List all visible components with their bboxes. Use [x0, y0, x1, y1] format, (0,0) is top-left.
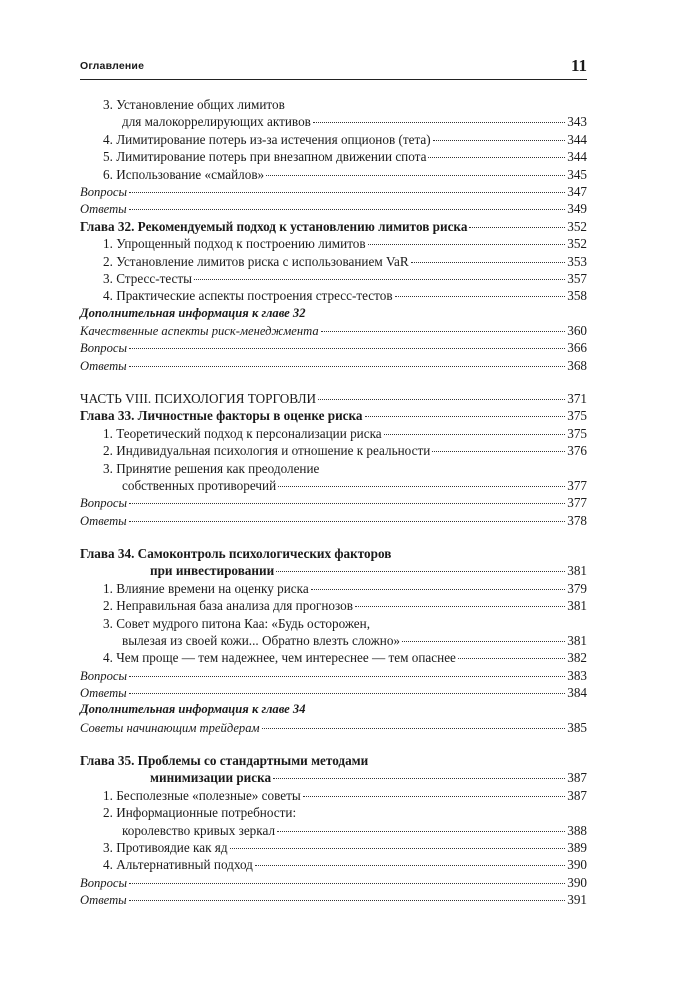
toc-entry-title: 1. Влияние времени на оценку риска: [103, 580, 309, 596]
toc-entry-page: 377: [567, 495, 587, 511]
toc-entry-page: 377: [567, 478, 587, 493]
dot-leader: [129, 676, 565, 677]
toc-entry: [80, 839, 587, 856]
toc-entry-page: 344: [567, 149, 587, 165]
dot-leader: [402, 641, 565, 642]
toc-entry-title: Качественные аспекты риск-менеджмента: [80, 324, 319, 339]
toc-entry: [80, 322, 587, 339]
toc-entry: [80, 719, 587, 736]
toc-entry-title: Ответы: [80, 358, 127, 373]
toc-entry-title: Вопросы: [80, 496, 127, 511]
toc-entry: [80, 131, 587, 148]
toc-entry: [80, 667, 587, 684]
toc-entry-page: 352: [567, 236, 587, 252]
toc-entry-page: 368: [567, 357, 587, 373]
toc-entry-page: 388: [567, 822, 587, 838]
toc-entry-page: 381: [567, 563, 587, 579]
toc-entry: [80, 113, 587, 130]
toc-entry-page: 360: [567, 323, 587, 339]
toc-entry: [80, 287, 587, 304]
toc-entry: [80, 752, 587, 769]
toc-entry-title: 4. Чем проще — тем надежнее, чем интереснее — тем опаснее: [103, 650, 456, 666]
toc-entry-title: 1. Бесполезные «полезные» советы: [103, 787, 301, 803]
toc-entry: [80, 787, 587, 804]
toc-entry: [80, 425, 587, 442]
toc-entry-title: Вопросы: [80, 341, 127, 356]
dot-leader: [129, 366, 566, 367]
dot-leader: [262, 728, 566, 729]
toc-entry-page: 347: [567, 183, 587, 199]
dot-leader: [313, 122, 565, 123]
dot-leader: [129, 209, 566, 210]
toc-entry-page: 385: [567, 719, 587, 735]
toc-entry-title: 4. Практические аспекты построения стресс-тестов: [103, 288, 393, 304]
running-header-title: Оглавление: [80, 60, 145, 72]
toc-entry-page: 390: [567, 857, 587, 873]
dot-leader: [129, 693, 566, 694]
toc-entry-page: 345: [567, 166, 587, 182]
dot-leader: [311, 589, 566, 590]
toc-entry-page: 379: [567, 580, 587, 596]
dot-leader: [277, 831, 565, 832]
toc-entry-title: 4. Альтернативный подход: [103, 857, 253, 873]
toc-entry: [80, 891, 587, 908]
toc-entry: [80, 684, 587, 701]
dot-leader: [276, 571, 565, 572]
toc-entry-title: 3. Принятие решения как преодоление: [103, 460, 320, 476]
toc-entry-page: 343: [567, 114, 587, 130]
dot-leader: [411, 262, 566, 263]
dot-leader: [395, 296, 566, 297]
dot-leader: [355, 606, 565, 607]
toc-entry: [80, 512, 587, 529]
toc-entry: [80, 615, 587, 632]
toc-entry: [80, 460, 587, 477]
toc-entry-title: 1. Упрощенный подход к построению лимитов: [103, 236, 366, 252]
toc-entry-title: 3. Стресс-тесты: [103, 270, 193, 286]
toc-entry: [80, 166, 587, 183]
header-rule: [80, 79, 587, 80]
toc-entry-title: Глава 34. Самоконтроль психологических факторов: [80, 545, 392, 561]
toc-entry-title: Ответы: [80, 686, 127, 701]
toc-entry: [80, 856, 587, 873]
toc-entry: [80, 218, 587, 235]
page-number: 11: [570, 56, 587, 75]
toc-entry-page: 375: [567, 425, 587, 441]
dot-leader: [384, 434, 566, 435]
toc-entry-title: 2. Неправильная база анализа для прогнозов: [103, 598, 353, 614]
toc-entry-title: Дополнительная информация к главе 32: [80, 305, 306, 320]
dot-leader: [469, 227, 565, 228]
toc-entry-title: ЧАСТЬ VIII. ПСИХОЛОГИЯ ТОРГОВЛИ: [80, 391, 317, 407]
dot-leader: [365, 416, 566, 417]
dot-leader: [458, 658, 565, 659]
toc-entry-title: Глава 35. Проблемы со стандартными методами: [80, 753, 369, 769]
toc-entry-title: Советы начинающим трейдерам: [80, 720, 260, 735]
toc-entry: [80, 649, 587, 666]
toc-entry-title: для малокоррелирующих активов: [122, 114, 311, 130]
toc-entry-page: 349: [567, 201, 587, 217]
toc-entry-title: вылезая из своей кожи... Обратно влезть сложно»: [122, 632, 401, 648]
toc-entry-title: Ответы: [80, 893, 127, 908]
dot-leader: [129, 348, 565, 349]
toc-entry-page: 387: [567, 787, 587, 803]
toc-entry: [80, 769, 587, 786]
toc-entry: [80, 357, 587, 374]
toc-entry: [80, 477, 587, 494]
dot-leader: [278, 486, 565, 487]
toc-entry-page: 378: [567, 512, 587, 528]
toc-entry-page: 384: [567, 685, 587, 701]
toc-entry-page: 357: [567, 270, 587, 286]
toc-entry-title: 2. Информационные потребности:: [103, 805, 297, 821]
dot-leader: [433, 140, 566, 141]
toc-entry-title: 6. Использование «смайлов»: [103, 166, 265, 182]
dot-leader: [230, 848, 566, 849]
toc-entry-title: Вопросы: [80, 184, 127, 199]
dot-leader: [194, 279, 565, 280]
toc-entry-page: 352: [567, 218, 587, 234]
toc-entry: [80, 597, 587, 614]
toc-entry-title: собственных противоречий: [122, 478, 277, 493]
dot-leader: [273, 778, 565, 779]
toc-entry-title: королевство кривых зеркал: [122, 822, 276, 838]
dot-leader: [303, 796, 565, 797]
toc-entry-page: 389: [567, 840, 587, 856]
toc-entry-page: 381: [567, 632, 587, 648]
toc-entry-page: 371: [567, 391, 587, 407]
toc-entry: [80, 804, 587, 821]
toc-entry-page: 390: [567, 874, 587, 890]
toc-entry: [80, 562, 587, 579]
toc-entry-title: Глава 33. Личностные факторы в оценке риска: [80, 408, 363, 424]
toc-entry: [80, 545, 587, 562]
toc-entry: [80, 701, 587, 718]
toc-entry: [80, 96, 587, 113]
dot-leader: [255, 865, 565, 866]
dot-leader: [129, 503, 565, 504]
toc-entry-page: 381: [567, 598, 587, 614]
dot-leader: [368, 244, 566, 245]
toc-entry-title: Вопросы: [80, 668, 127, 683]
toc-entry: [80, 270, 587, 287]
toc-entry-title: при инвестировании: [150, 563, 275, 579]
toc-entry-title: 4. Лимитирование потерь из-за истечения опционов (тета): [103, 131, 431, 147]
toc-entry-title: минимизации риска: [150, 770, 272, 786]
toc-entry: [80, 339, 587, 356]
toc-entry: [80, 235, 587, 252]
toc-entry: [80, 200, 587, 217]
toc-entry-title: 5. Лимитирование потерь при внезапном движении спота: [103, 149, 427, 165]
toc-entry-title: Дополнительная информация к главе 34: [80, 702, 306, 717]
toc-entry: [80, 632, 587, 649]
toc-entry: [80, 494, 587, 511]
toc-entry-page: 387: [567, 770, 587, 786]
toc-entry-title: 3. Установление общих лимитов: [103, 97, 285, 112]
table-of-contents: [80, 96, 587, 909]
toc-entry-title: 3. Противоядие как яд: [103, 840, 228, 856]
toc-entry-title: Ответы: [80, 202, 127, 217]
toc-entry: [80, 305, 587, 322]
dot-leader: [321, 331, 566, 332]
toc-entry: [80, 390, 587, 407]
toc-entry-title: Ответы: [80, 513, 127, 528]
dot-leader: [129, 883, 565, 884]
toc-entry: [80, 407, 587, 424]
toc-entry-page: 358: [567, 288, 587, 304]
toc-entry-title: 3. Совет мудрого питона Каа: «Будь осторожен,: [103, 615, 370, 631]
toc-entry-page: 353: [567, 253, 587, 269]
toc-entry: [80, 253, 587, 270]
toc-entry-page: 376: [567, 443, 587, 459]
dot-leader: [432, 451, 565, 452]
toc-entry-page: 375: [567, 408, 587, 424]
toc-entry: [80, 148, 587, 165]
dot-leader: [129, 521, 566, 522]
toc-entry-page: 344: [567, 131, 587, 147]
running-header: [80, 56, 587, 78]
toc-entry: [80, 874, 587, 891]
dot-leader: [129, 900, 566, 901]
dot-leader: [428, 157, 565, 158]
toc-entry: [80, 580, 587, 597]
toc-entry-page: 383: [567, 667, 587, 683]
dot-leader: [266, 175, 565, 176]
dot-leader: [318, 399, 565, 400]
toc-entry: [80, 822, 587, 839]
toc-entry-title: Глава 32. Рекомендуемый подход к установлению лимитов риска: [80, 218, 468, 234]
toc-entry-title: 2. Индивидуальная психология и отношение к реальности: [103, 443, 431, 459]
toc-entry-page: 366: [567, 340, 587, 356]
toc-entry-page: 382: [567, 650, 587, 666]
toc-entry-title: 1. Теоретический подход к персонализации риска: [103, 425, 382, 441]
toc-entry-title: 2. Установление лимитов риска с использованием VaR: [103, 253, 409, 269]
toc-entry-page: 391: [567, 892, 587, 908]
toc-entry-title: Вопросы: [80, 875, 127, 890]
toc-entry: [80, 442, 587, 459]
dot-leader: [129, 192, 565, 193]
toc-entry: [80, 183, 587, 200]
